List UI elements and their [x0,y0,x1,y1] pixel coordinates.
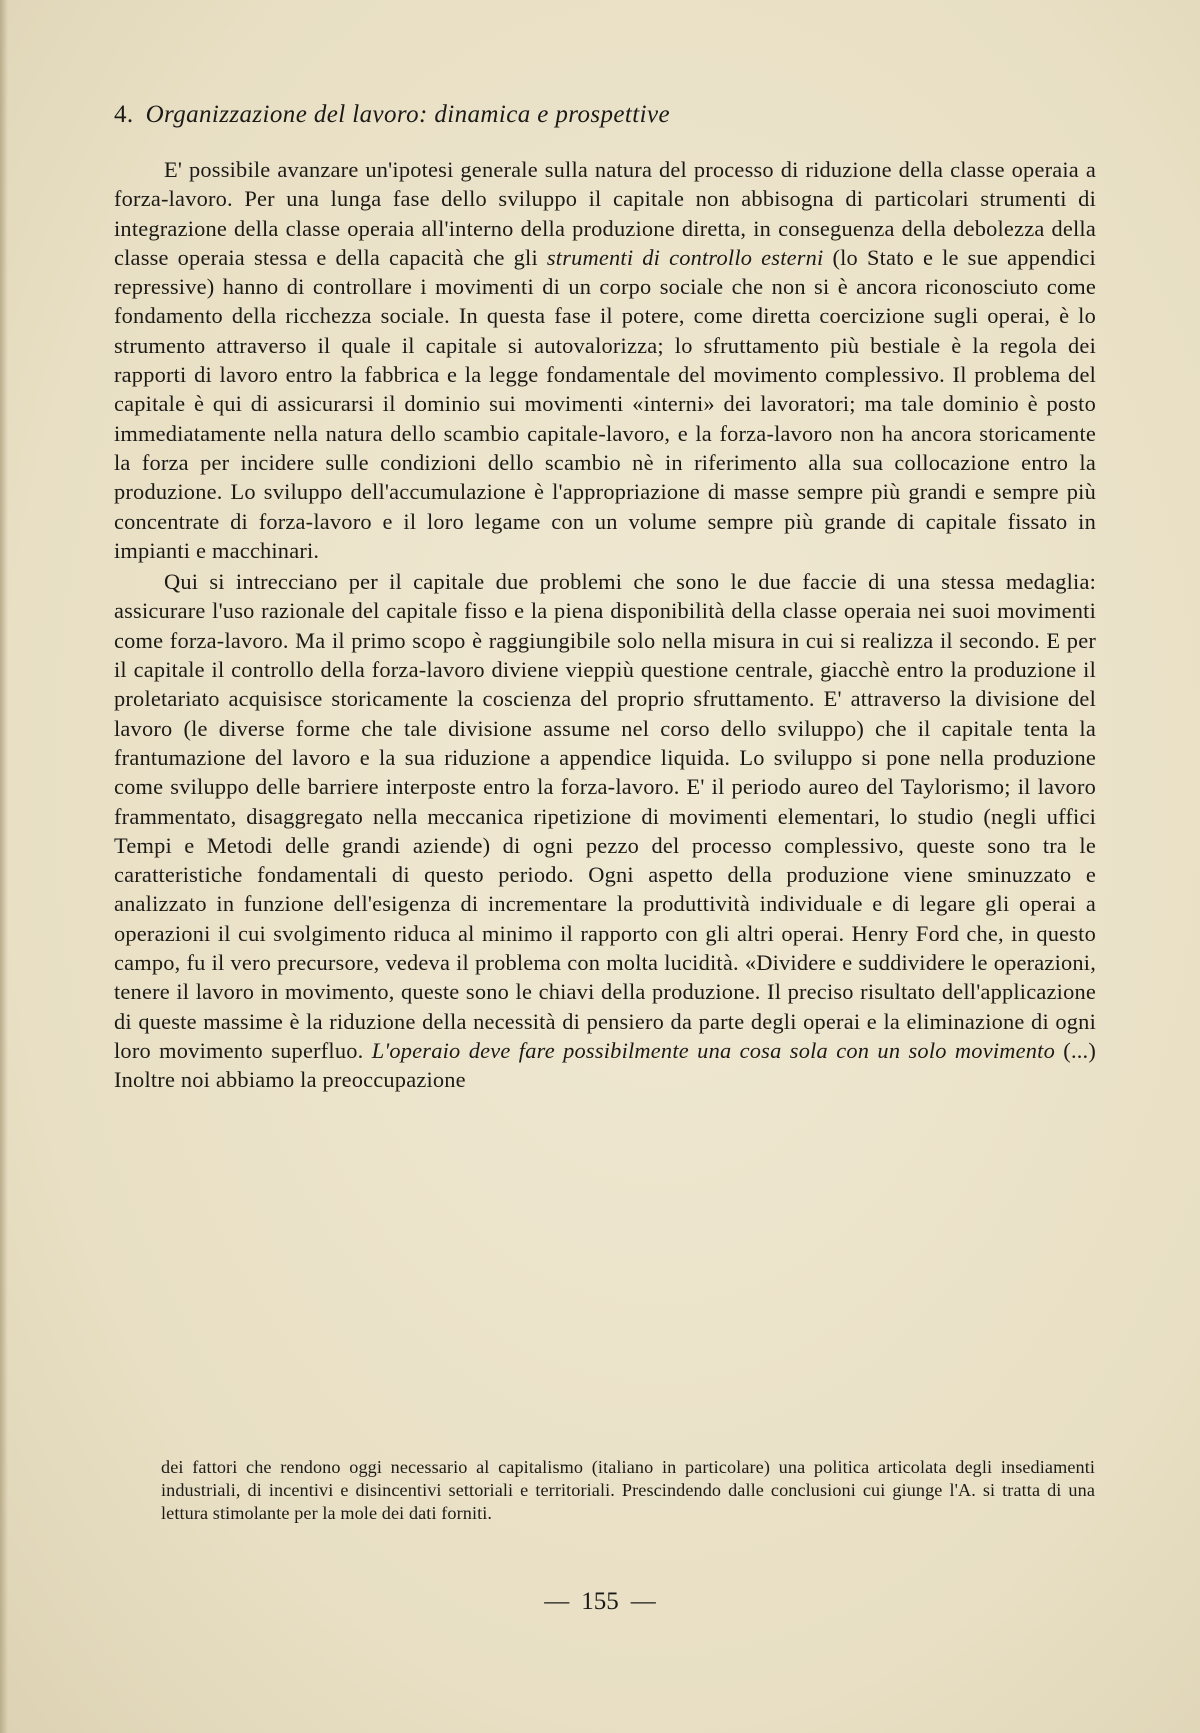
paragraph-2-part-1: Qui si intrecciano per il capitale due problemi che sono le due faccie di una stessa medaglia: assicurare l'uso razionale del capitale fisso e la piena disponibilità della classe operaia nei suoi movimenti come forza-lavoro. Ma il primo scopo è raggiungibile solo nella misura in cui si realizza il secondo. E per il capitale il controllo della forza-lavoro diviene vieppiù questione centrale, giacchè entro la produzione il proletariato acquisisce storicamente la coscienza del proprio sfruttamento. E' attraverso la divisione del lavoro (le diverse forme che tale divisione assume nel corso dello sviluppo) che il capitale tenta la frantumazione del lavoro e la sua riduzione a appendice liquida. Lo sviluppo si pone nella produzione come sviluppo delle barriere interposte entro la forza-lavoro. E' il periodo aureo del Taylorismo; il lavoro frammentato, disaggregato nella meccanica ripetizione di movimenti elementari, lo studio (negli uffici Tempi e Metodi delle grandi aziende) di ogni pezzo del processo complessivo, queste sono tra le caratteristiche fondamentali di questo periodo. Ogni aspetto della produzione viene sminuzzato e analizzato in funzione dell'esigenza di incrementare la produttività individuale e di legare gli operai a operazioni il cui svolgimento riduca al minimo il rapporto con gli altri operai. Henry Ford che, in questo campo, fu il vero precursore, vedeva il problema con molta lucidità. «Dividere e suddividere le operazioni, tenere il lavoro in movimento, queste sono le chiavi della produzione. Il preciso risultato dell'applicazione di queste massime è la riduzione della necessità di pensiero da parte degli operai e la eliminazione di ogni loro movimento superfluo. [114,569,1096,1063]
section-heading [114,98,1104,132]
paragraph-1 [114,155,1096,565]
folio-dash-right: — [630,1588,656,1615]
paragraph-1-emphasis: strumenti di controllo esterni [546,244,824,270]
folio-dash-left: — [544,1588,570,1615]
footnote: dei fattori che rendono oggi necessario al capitalismo (italiano in particolare) una politica articolata degli insediamenti industriali, di incentivi e disincentivi settoriali e territoriali. Prescindendo dalle conclusioni cui giunge l'A. si tratta di una lettura stimolante per la mole dei dati forniti. [161,1457,1095,1523]
page-edge-shadow [0,0,8,1733]
paragraph-2-emphasis: L'operaio deve fare possibilmente una cosa sola con un solo movimento [371,1037,1055,1063]
section-number: 4. [114,101,134,128]
page-folio [0,1586,1200,1618]
paragraph-1-part-1: E' possibile avanzare un'ipotesi generale sulla natura del processo di riduzione della classe operaia a forza-lavoro. Per una lunga fase dello sviluppo il capitale non abbisogna di particolari strumenti di integrazione della classe operaia all'interno della produzione diretta, in conseguenza della debolezza della classe operaia stessa e della capacità che gli [114,157,1096,270]
page-number: 155 [581,1588,619,1615]
paragraph-2 [114,567,1096,1094]
section-title: Organizzazione del lavoro: dinamica e prospettive [145,101,670,128]
paragraph-2-part-2: (...) Inoltre noi abbiamo la preoccupazione [114,1037,1096,1093]
body-text [114,155,1096,1095]
paragraph-1-part-2: (lo Stato e le sue appendici repressive) hanno di controllare i movimenti di un corpo sociale che non si è ancora riconosciuto come fondamento della ricchezza sociale. In questa fase il potere, come diretta coercizione sugli operai, è lo strumento attraverso il quale il capitale si autovalorizza; lo sfruttamento più bestiale è la regola dei rapporti di lavoro entro la fabbrica e la legge fondamentale del movimento complessivo. Il problema del capitale è qui di assicurarsi il dominio sui movimenti «interni» dei lavoratori; ma tale dominio è posto immediatamente nella natura dello scambio capitale-lavoro, e la forza-lavoro non ha ancora storicamente la forza per incidere sulle condizioni dello scambio nè in riferimento alla sua collocazione entro la produzione. Lo sviluppo dell'accumulazione è l'appropriazione di masse sempre più grandi e sempre più concentrate di forza-lavoro e il loro legame con un volume sempre più grande di capitale fissato in impianti e macchinari. [114,244,1096,563]
